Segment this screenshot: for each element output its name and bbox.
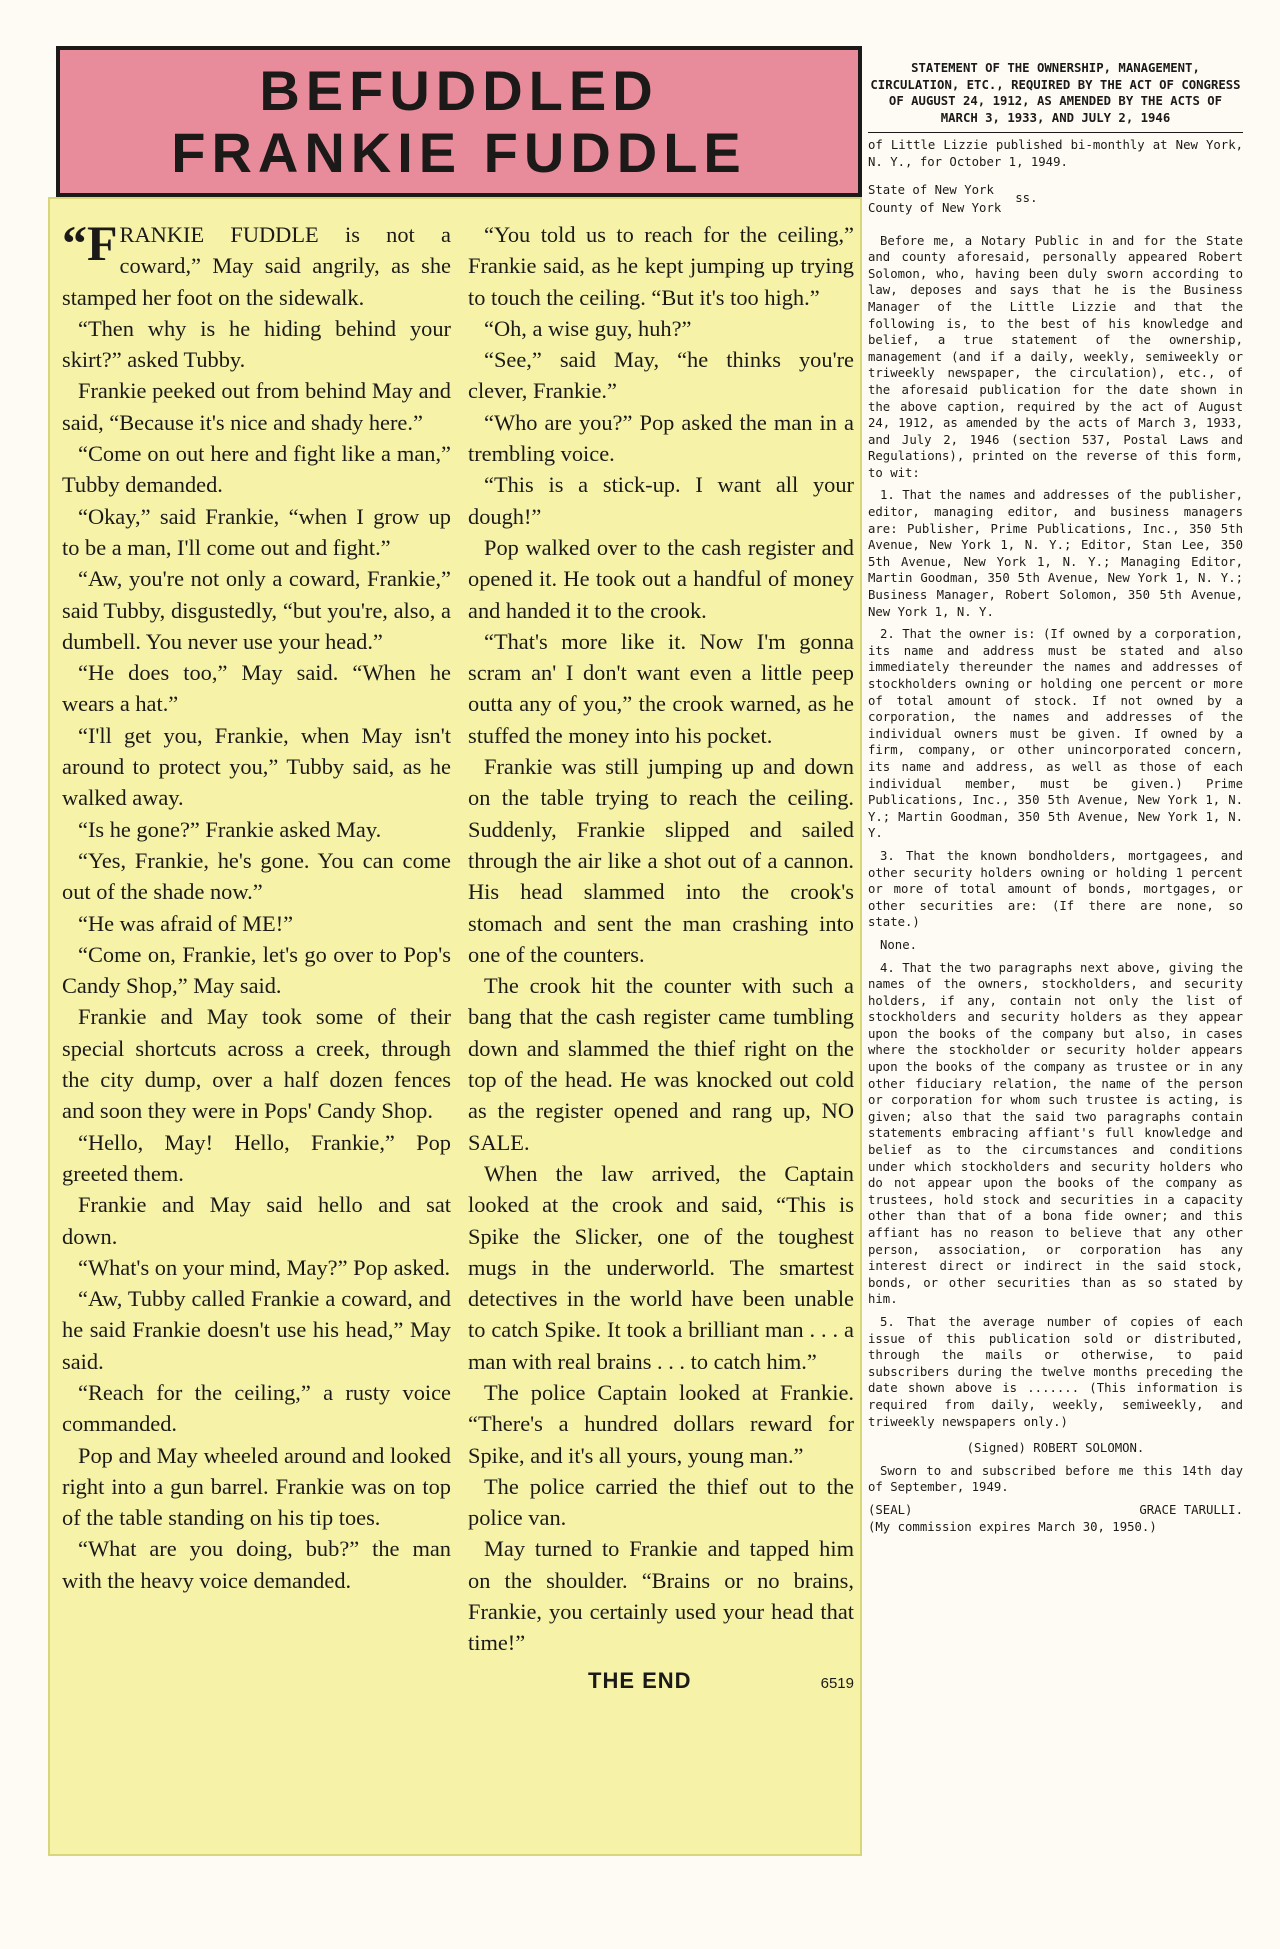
notary-name: GRACE TARULLI. bbox=[1139, 1502, 1243, 1517]
story-paragraph: “What are you doing, bub?” the man with the heavy voice demanded. bbox=[62, 1536, 451, 1593]
story-ending bbox=[468, 1665, 854, 1699]
story-paragraph: “FRANKIE FUDDLE is not a coward,” May said angrily, as she stamped her foot on the sidewalk. bbox=[62, 219, 451, 310]
title-line-1: BEFUDDLED bbox=[259, 58, 659, 122]
story-paragraph: “That's more like it. Now I'm gonna scram an' I don't want even a little peep outta any of you,” the crook warned, as he stuffed the money into his pocket. bbox=[468, 628, 854, 748]
story-column-right bbox=[468, 219, 854, 1839]
story-panel bbox=[48, 197, 862, 1856]
county-line: County of New York bbox=[868, 200, 1002, 215]
story-paragraph: “Reach for the ceiling,” a rusty voice commanded. bbox=[62, 1379, 451, 1437]
story-paragraph: Frankie and May said hello and sat down. bbox=[62, 1192, 451, 1249]
title-line-2: FRANKIE FUDDLE bbox=[171, 120, 747, 184]
ownership-statement bbox=[868, 60, 1243, 1860]
story-paragraph: Frankie was still jumping up and down on the table trying to reach the ceiling. Suddenly, Frankie slipped and sailed through the air like a shot out of a cannon. His head slammed into the crook's stomach and sent the man crashing into one of the counters. bbox=[468, 754, 854, 967]
story-paragraph: “Yes, Frankie, he's gone. You can come out of the shade now.” bbox=[62, 847, 451, 905]
the-end-label: THE END bbox=[588, 1667, 692, 1693]
story-paragraph: “He was afraid of ME!” bbox=[78, 910, 294, 936]
statement-paragraph: 3. That the known bondholders, mortgagees, and other security holders owning or holding 1 percent or more of total amount of bonds, mortgages, or other securities are: (If there are none, so state.) bbox=[868, 848, 1243, 930]
story-paragraph: “I'll get you, Frankie, when May isn't around to protect you,” Tubby said, as he walked away. bbox=[62, 722, 451, 811]
signed-line: (Signed) ROBERT SOLOMON. bbox=[966, 1441, 1145, 1456]
seal-row bbox=[868, 1502, 1243, 1519]
statement-paragraph: 5. That the average number of copies of each issue of this publication sold or distributed, through the mails or otherwise, to paid subscribers during the twelve months preceding the date shown above is ....... (This information is required from daily, weekly, semiweekly, and triweekly newspapers only.) bbox=[868, 1314, 1243, 1429]
story-paragraph: “He does too,” May said. “When he wears a hat.” bbox=[62, 660, 451, 717]
story-column-left bbox=[62, 219, 451, 1839]
story-paragraph: “What's on your mind, May?” Pop asked. bbox=[78, 1254, 451, 1280]
story-paragraph: “Then why is he hiding behind your skirt?” asked Tubby. bbox=[62, 315, 451, 373]
story-paragraph: Pop and May wheeled around and looked right into a gun barrel. Frankie was on top of the table standing on his tip toes. bbox=[62, 1442, 451, 1531]
seal-label: (SEAL) bbox=[868, 1502, 913, 1517]
story-paragraph: “Oh, a wise guy, huh?” bbox=[484, 315, 692, 341]
story-paragraph: The police Captain looked at Frankie. “There's a hundred dollars reward for Spike, and it's all yours, young man.” bbox=[468, 1379, 854, 1468]
story-paragraph: The crook hit the counter with such a bang that the cash register came tumbling down and slammed the thief right on the top of the head. He was knocked out cold as the register opened and rang up, NO SALE. bbox=[468, 973, 854, 1155]
story-paragraph: Frankie and May took some of their special shortcuts across a creek, through the city dump, over a half dozen fences and soon they were in Pops' Candy Shop. bbox=[62, 1004, 451, 1124]
story-paragraph: “Aw, you're not only a coward, Frankie,” said Tubby, disgustedly, “but you're, also, a dumbell. You never use your head.” bbox=[62, 566, 451, 654]
story-paragraph: When the law arrived, the Captain looked at the crook and said, “This is Spike the Slicker, one of the toughest mugs in the underworld. The smartest detectives in the world have been unable to catch Spike. It took a brilliant man . . . a man with real brains . . . to catch him.” bbox=[468, 1160, 854, 1374]
story-paragraph: “Come on, Frankie, let's go over to Pop's Candy Shop,” May said. bbox=[62, 941, 451, 999]
state-line: State of New York bbox=[868, 182, 994, 197]
statement-paragraph: None. bbox=[880, 937, 918, 952]
statement-intro: of Little Lizzie published bi-monthly at New York, N. Y., for October 1, 1949. bbox=[868, 138, 1243, 169]
story-paragraph: “Come on out here and fight like a man,” Tubby demanded. bbox=[62, 441, 451, 498]
sworn-line: Sworn to and subscribed before me this 14th day of September, 1949. bbox=[868, 1463, 1243, 1495]
story-paragraph: May turned to Frankie and tapped him on the shoulder. “Brains or no brains, Frankie, you certainly used your head that time!” bbox=[468, 1536, 854, 1656]
story-paragraph: “This is a stick-up. I want all your dough!” bbox=[468, 472, 854, 529]
story-paragraph: “Who are you?” Pop asked the man in a trembling voice. bbox=[468, 409, 854, 467]
title-panel bbox=[56, 46, 862, 197]
story-paragraph: “See,” said May, “he thinks you're clever, Frankie.” bbox=[468, 347, 854, 404]
statement-paragraph: Before me, a Notary Public in and for the State and county aforesaid, personally appeared Robert Solomon, who, having been duly sworn according to law, deposes and says that he is the Business Manager of the Little Lizzie and that the following is, to the best of his knowledge and belief, a true statement of the ownership, management (and if a daily, weekly, semiweekly or triweekly newspaper, the circulation), etc., of the aforesaid publication for the date shown in the above caption, required by the act of August 24, 1912, as amended by the acts of March 3, 1933, and July 2, 1946 (section 537, Postal Laws and Regulations), printed on the reverse of this form, to wit: bbox=[868, 233, 1243, 480]
statement-paragraph: 2. That the owner is: (If owned by a corporation, its name and address must be stated and also immediately thereunder the names and addresses of stockholders owning or holding one percent or more of total amount of stock. If not owned by a corporation, the names and addresses of the individual owners must be given. If owned by a firm, company, or other unincorporated concern, its name and address, as well as those of each individual member, must be given.) Prime Publications, Inc., 350 5th Avenue, New York 1, N. Y.; Martin Goodman, 350 5th Avenue, New York 1, N. Y. bbox=[868, 627, 1243, 841]
story-paragraph: The police carried the thief out to the police van. bbox=[468, 1473, 854, 1531]
commission-line: (My commission expires March 30, 1950.) bbox=[868, 1519, 1157, 1534]
statement-paragraph: 4. That the two paragraphs next above, giving the names of the owners, stockholders, and security holders, if any, contain not only the list of stockholders and security holders as they appear upon the books of the company but also, in cases where the stockholder or security holder appears upon the books of the company as trustee or in any other fiduciary relation, the name of the person or corporation for whom such trustee is acting, is given; also that the said two paragraphs contain statements embracing affiant's full knowledge and belief as to the circumstances and conditions under which stockholders and security holders who do not appear upon the books of the company as trustees, hold stock and securities in a capacity other than that of a bona fide owner; and this affiant has no reason to believe that any other person, association, or corporation has any interest direct or indirect in the said stock, bonds, or other securities than as so stated by him. bbox=[868, 960, 1243, 1307]
story-paragraph: Frankie peeked out from behind May and said, “Because it's nice and shady here.” bbox=[62, 378, 451, 435]
statement-heading: STATEMENT OF THE OWNERSHIP, MANAGEMENT, CIRCULATION, ETC., REQUIRED BY THE ACT OF CONGRESS OF AUGUST 24, 1912, AS AMENDED BY THE ACTS OF MARCH 3, 1933, AND JULY 2, 1946 bbox=[870, 61, 1241, 125]
venue-block bbox=[868, 181, 1243, 217]
drop-cap: “F bbox=[62, 219, 118, 271]
statement-divider bbox=[868, 132, 1243, 133]
story-paragraph: “Is he gone?” Frankie asked May. bbox=[78, 816, 382, 842]
story-paragraph: “Okay,” said Frankie, “when I grow up to be a man, I'll come out and fight.” bbox=[62, 503, 451, 560]
story-paragraph: “Aw, Tubby called Frankie a coward, and he said Frankie doesn't use his head,” May said. bbox=[62, 1286, 451, 1374]
statement-paragraph: 1. That the names and addresses of the publisher, editor, managing editor, and business managers are: Publisher, Prime Publications, Inc., 350 5th Avenue, New York 1, N. Y.; Editor, Stan Lee, 350 5th Avenue, New York 1, N. Y.; Managing Editor, Martin Goodman, 350 5th Avenue, New York 1, N. Y.; Business Manager, Robert Solomon, 350 5th Avenue, New York 1, N. Y. bbox=[868, 488, 1243, 619]
story-paragraph: Pop walked over to the cash register and opened it. He took out a handful of money and handed it to the crook. bbox=[468, 534, 854, 623]
ss-mark: ss. bbox=[1015, 191, 1038, 206]
story-code: 6519 bbox=[820, 1674, 854, 1692]
story-paragraph: “You told us to reach for the ceiling,” Frankie said, as he kept jumping up trying to touch the ceiling. “But it's too high.” bbox=[468, 222, 854, 310]
story-paragraph: “Hello, May! Hello, Frankie,” Pop greeted them. bbox=[62, 1129, 451, 1186]
